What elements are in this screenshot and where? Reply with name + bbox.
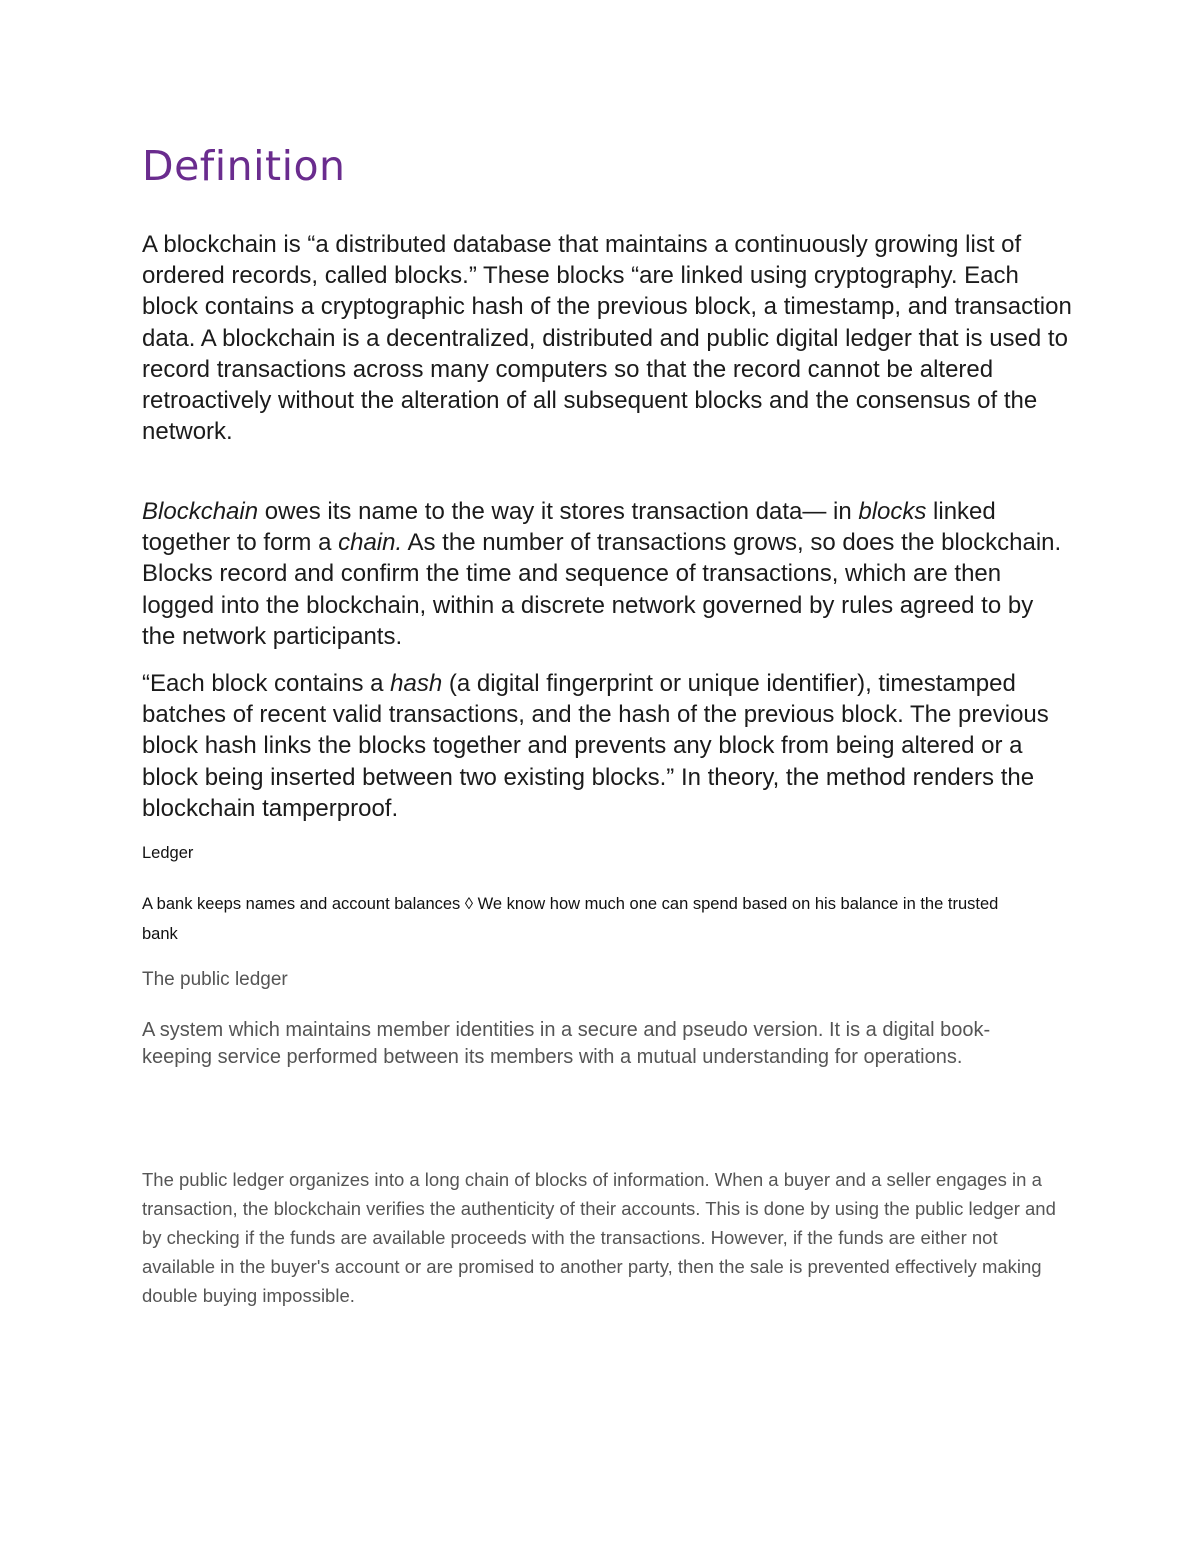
- public-ledger-detail-paragraph: The public ledger organizes into a long chain of blocks of information. When a buyer and a seller engages in a transaction, the blockchain verifies the authenticity of their accounts. This is done by using the public ledger and by checking if the funds are available proceeds with the transactions. However, if the funds are either not available in the buyer's account or are promised to another party, then the sale is prevented effectively making double buying impossible.: [142, 1169, 1056, 1306]
- emphasis-blockchain: Blockchain: [142, 498, 259, 525]
- p2-text-3: As the number of transactions grows, so does the blockchain. Blocks record and confirm the time and sequence of transactions, which are then logged into the blockchain, within a discrete network governed by rules agreed to by the network participants.: [142, 529, 1062, 650]
- emphasis-hash: hash: [390, 670, 443, 697]
- emphasis-blocks: blocks: [858, 498, 927, 525]
- public-ledger-heading: The public ledger: [142, 969, 288, 990]
- page-title: Definition: [142, 142, 346, 190]
- p2-text-2: linked together to form a: [142, 498, 996, 557]
- blockchain-name-paragraph: [142, 496, 1072, 652]
- public-ledger-definition: A system which maintains member identities in a secure and pseudo version. It is a digital book-keeping service performed between its members with a mutual understanding for operations.: [142, 1019, 991, 1068]
- block-hash-paragraph: [142, 668, 1072, 824]
- ledger-heading: Ledger: [142, 844, 194, 862]
- emphasis-chain: chain.: [338, 529, 403, 557]
- p3-text-2: (a digital fingerprint or unique identifier), timestamped batches of recent valid transactions, and the hash of the previous block. The previous block hash links the blocks together and prevents any block from being altered or a block being inserted between two existing blocks.” In theory, the method renders the blockchain tamperproof.: [142, 670, 1049, 822]
- blockchain-definition-paragraph: A blockchain is “a distributed database that maintains a continuously growing list of ordered records, called blocks.” These blocks “are linked using cryptography. Each block contains a cryptographic hash of the previous block, a timestamp, and transaction data. A blockchain is a decentralized, distributed and public digital ledger that is used to record transactions across many computers so that the record cannot be altered retroactively without the alteration of all subsequent blocks and the consensus of the network.: [142, 231, 1072, 446]
- ledger-paragraph: A bank keeps names and account balances ◊ We know how much one can spend based on his balance in the trusted bank: [142, 895, 999, 943]
- p2-text-1: owes its name to the way it stores transaction data— in: [258, 498, 859, 525]
- p3-text-1: “Each block contains a: [142, 670, 391, 697]
